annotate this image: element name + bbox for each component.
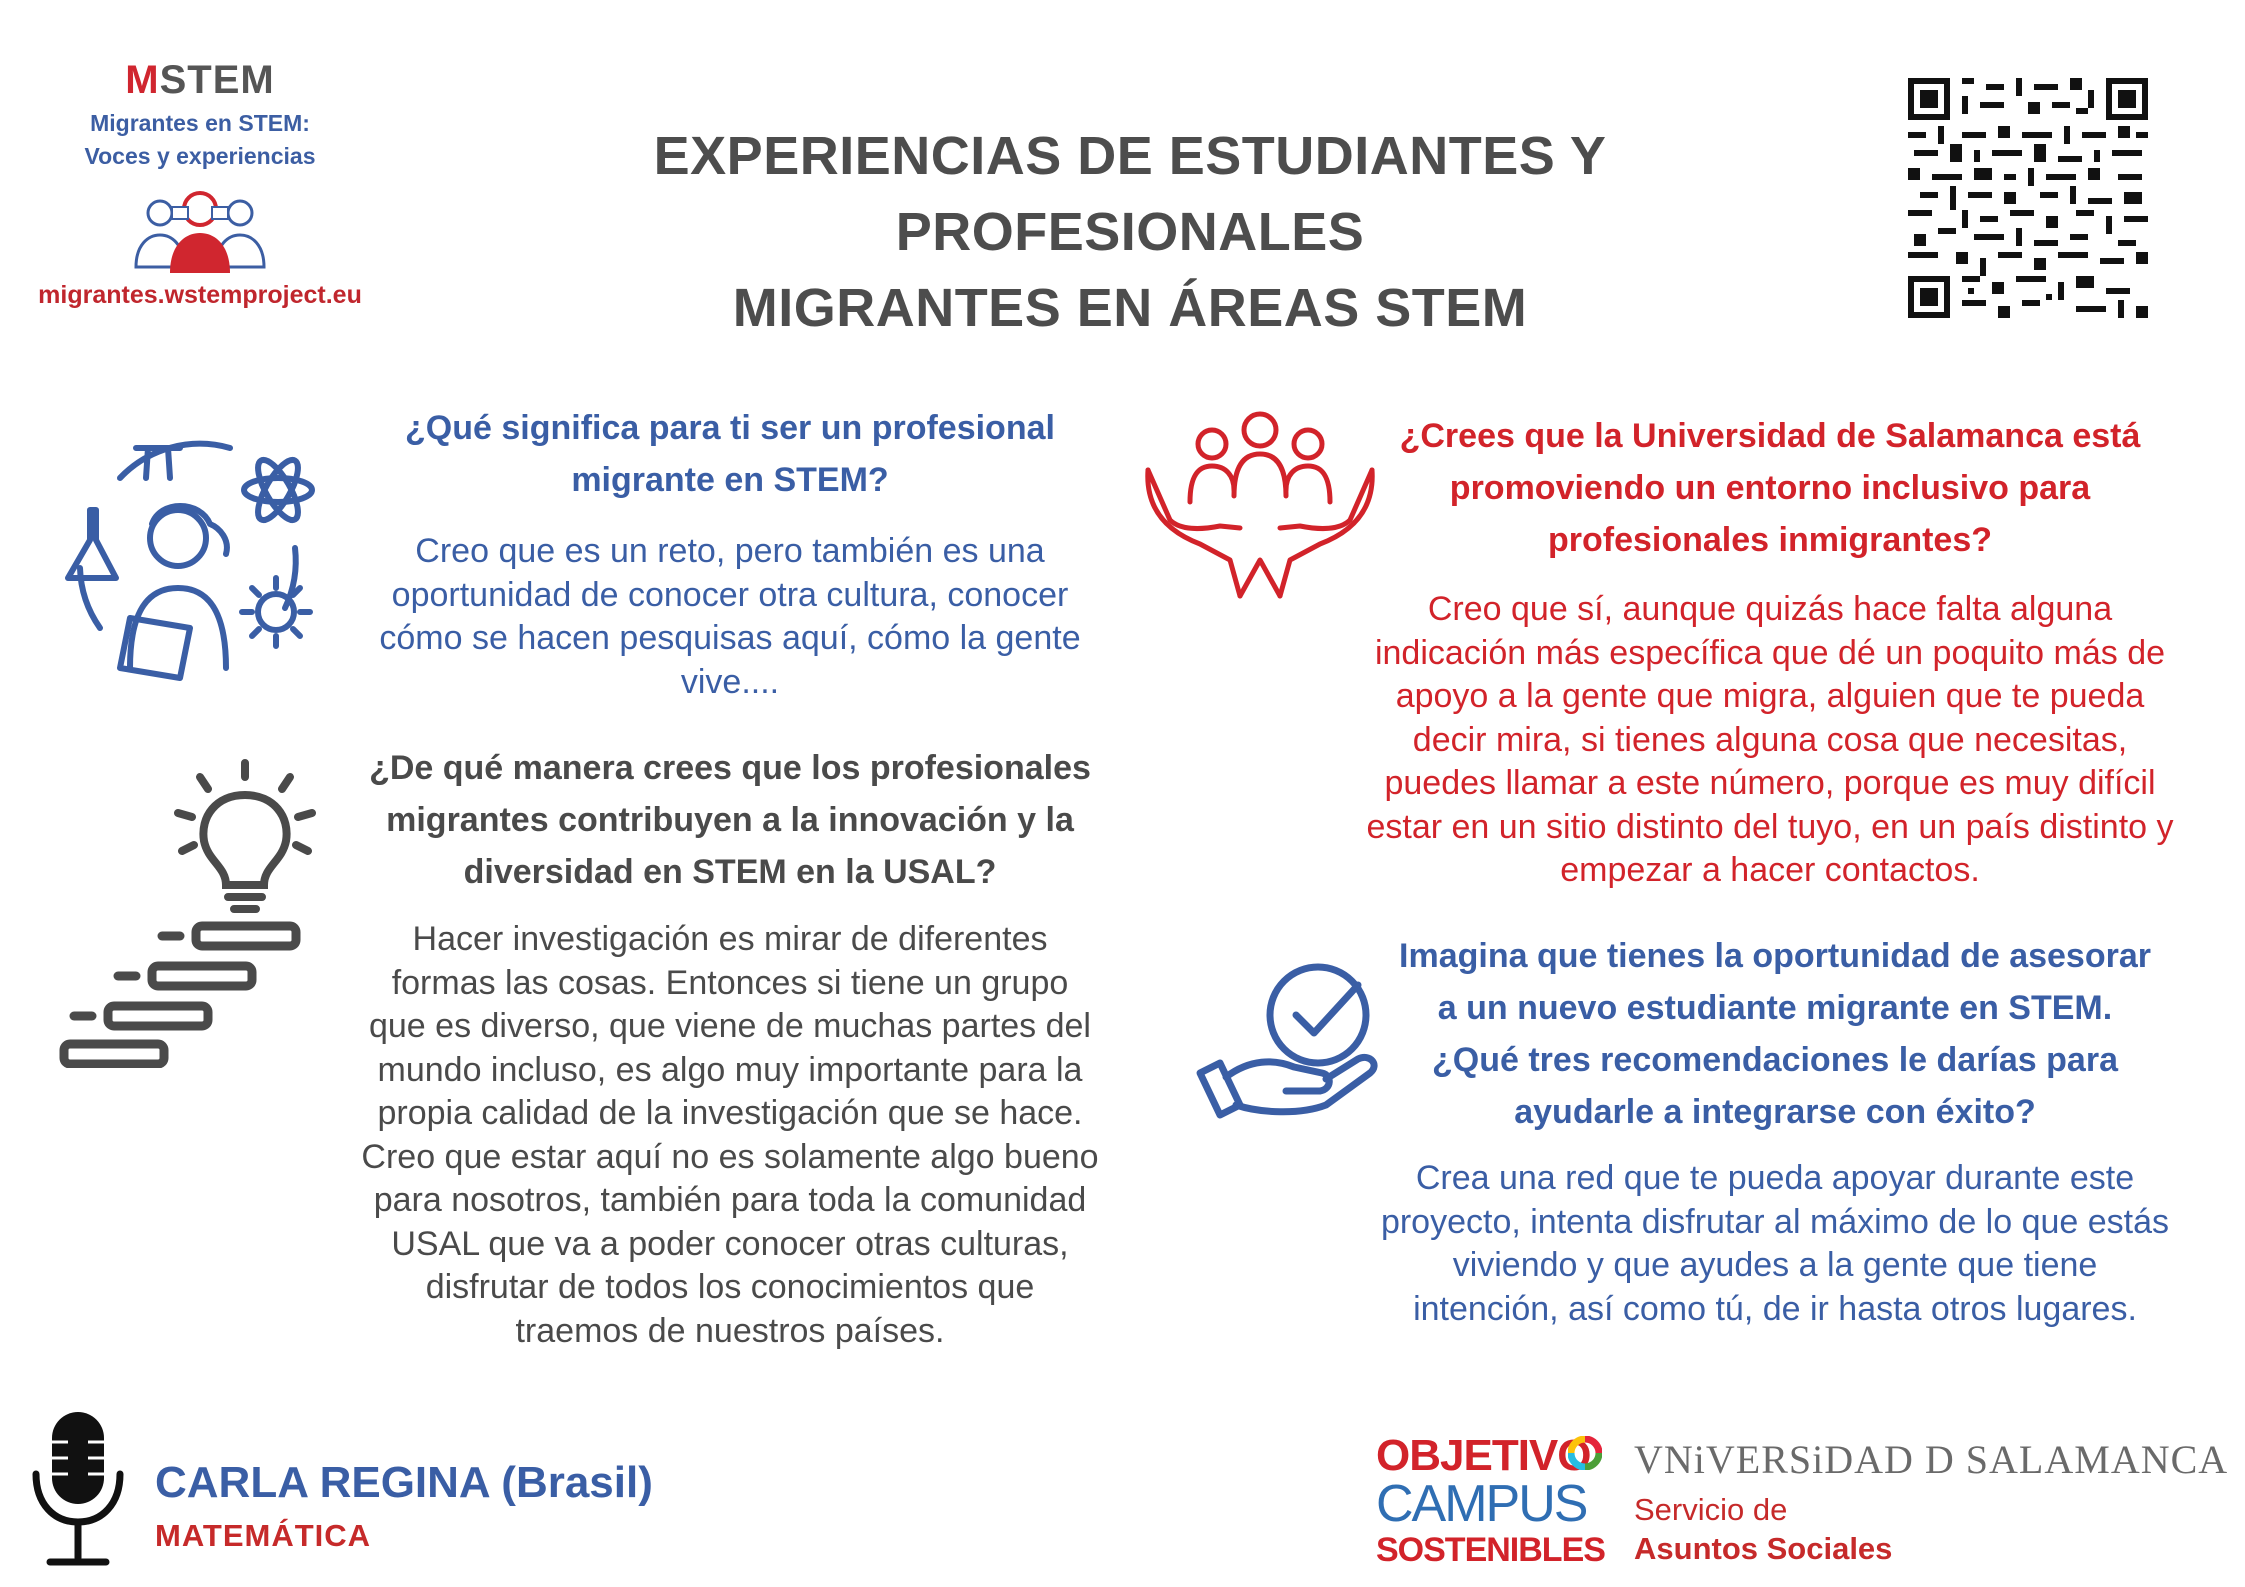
qr-code-icon[interactable]: [1908, 78, 2148, 318]
page-title: EXPERIENCIAS DE ESTUDIANTES Y PROFESIONALES MIGRANTES EN ÁREAS STEM: [653, 126, 1607, 338]
question-2: ¿De qué manera crees que los profesionales migrantes contribuyen a la innovación y la diversidad en STEM en la USAL?: [369, 749, 1091, 891]
question-3: ¿Crees que la Universidad de Salamanca está promoviendo un entorno inclusivo para profesionales inmigrantes?: [1399, 417, 2141, 559]
logo-sostenibles: SOSTENIBLES: [1376, 1531, 1605, 1569]
person-role: MATEMÁTICA: [155, 1518, 372, 1553]
answer-3: Creo que sí, aunque quizás hace falta alguna indicación más específica que dé un poquito más de apoyo a la gente que migra, alguien que te pueda decir mira, si tienes alguna cosa que necesitas, puedes llamar a este número, porque es muy difícil estar en un sitio distinto del tuyo, en un país distinto y empezar a hacer contactos.: [1366, 590, 2174, 889]
service-label: Servicio de: [1634, 1492, 1788, 1527]
person-name: CARLA REGINA (Brasil): [155, 1458, 653, 1507]
stairs-icon: [56, 918, 306, 1068]
question-1: ¿Qué significa para ti ser un profesional migrante en STEM?: [405, 409, 1055, 499]
microphone-icon: [28, 1408, 128, 1568]
answer-4: Crea una red que te pueda apoyar durante este proyecto, intenta disfrutar al máximo de lo que estás viviendo y que ayudes a la gente que tiene intención, así como tú, de ir hasta otros lugares.: [1380, 1159, 2170, 1328]
hand-check-icon: [1190, 955, 1390, 1135]
answer-2: Hacer investigación es mirar de diferentes formas las cosas. Entonces si tiene un grupo que es diverso, que viene de muchas partes del mundo incluso, es algo muy importante para la propia calidad de la investigación que se hace. Creo que estar aquí no es solamente algo bueno para nosotros, también para toda la comunidad USAL que va a poder conocer otras culturas, disfrutar de todos los conocimientos que traemos de nuestros países.: [361, 920, 1099, 1350]
brand-url[interactable]: migrantes.wstemproject.eu: [38, 281, 362, 309]
question-4: Imagina que tienes la oportunidad de asesorar a un nuevo estudiante migrante en STEM. ¿Qué tres recomendaciones le darías para ayudarle a integrarse con éxito?: [1399, 937, 2151, 1131]
logo-campus: CAMPUS: [1376, 1475, 1587, 1533]
brand-block: [20, 58, 380, 310]
people-group-icon: [130, 185, 270, 275]
service-name: Asuntos Sociales: [1634, 1531, 1893, 1566]
answer-1: Creo que es un reto, pero también es una oportunidad de conocer otra cultura, conocer cómo se hacen pesquisas aquí, cómo la gente vive....: [379, 532, 1081, 701]
scientist-icon: [60, 428, 320, 688]
university-logo: VNiVERSiDAD D SALAMANCA: [1634, 1437, 2229, 1482]
brand-title: MSTEM: [125, 58, 275, 102]
logo-objetivo: OBJETIVO: [1376, 1431, 1591, 1480]
hands-people-icon: [1140, 410, 1380, 600]
lightbulb-icon: [170, 755, 320, 915]
brand-subtitle: Migrantes en STEM: Voces y experiencias: [84, 110, 316, 169]
sdg-wheel-icon: [1568, 1436, 1602, 1470]
